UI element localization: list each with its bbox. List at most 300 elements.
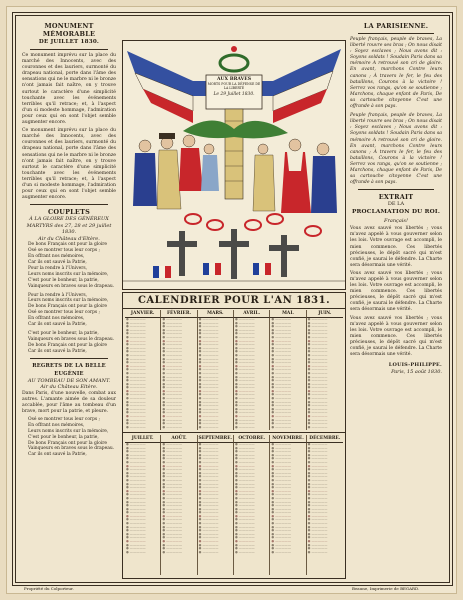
calendar-day-line: ● ————— [307,474,328,479]
calendar-day-line: ● ————— [162,474,183,479]
calendar-day-line: ● ————— [307,327,328,332]
column [225,109,243,199]
calendar-day-line: ● ————— [198,349,219,354]
calendar-day-line: ● ————— [162,510,183,515]
calendar-day-line: ● ————— [162,495,183,500]
calendar-day-line: ● ————— [162,345,183,350]
calendar-day-line: ● ————— [234,320,255,325]
calendar-day-line: ● ————— [307,542,328,547]
verse-line: Osé se montrer tous leur corps ; [28,416,101,422]
calendar-day-line: ● ————— [198,324,219,329]
calendar-day-line: ● ————— [234,492,255,497]
calendar-day-line: ● ————— [198,488,219,493]
calendar-day-line: ● ————— [126,410,146,415]
divider [30,49,108,50]
monument-text-repeat: Ce monument imprévu sur la place du marché des Innocents, avec des couronnes et des lauriers, surmonté du drapeau national, porte dans l'âme des sensations qui ne le marbre ni le bronze n'ont jamais fait naître, on y trouve surtout le caractère d'une simplicité touchante avec les événements terribles qu'il retrace; et, à l'aspect d'un si modeste hommage, l'admiration pour ceux qui en sont l'objet semble augmenter encore. [22,128,116,201]
calendar-day-line: ● ————— [126,452,146,457]
calendar-day-line: ● ————— [271,495,292,500]
calendar-day-line: ● ————— [126,331,146,336]
calendar-day-line: ● ————— [198,459,219,464]
verse-line: Leurs noms inscrits sur la mémoire, [28,298,109,304]
calendar-day-line: ● ————— [271,352,292,357]
regrets-title: REGRETS DE LA BELLE EUGÉNIE [32,362,106,377]
calendar-day-line: ● ————— [307,517,328,522]
calendar-day-line: ● ————— [307,449,328,454]
calendar-day-line: ● ————— [307,549,328,554]
calendar-day-line: ● ————— [307,463,328,468]
calendar-day-line: ● ————— [307,334,328,339]
calendar-day-line: ● ————— [162,399,183,404]
verse-line: En offrant nos mémoires, [28,254,85,260]
verse-line: C'est pour le bonheur, la patrie, [28,330,99,336]
calendar-day-line: ● ————— [234,495,255,500]
verse-line: C'est pour le bonheur, la patrie, [28,277,99,283]
calendar-day-line: ● ————— [162,403,183,408]
calendar-day-line: ● ————— [162,546,183,551]
calendar-day-line: ● ————— [307,349,328,354]
verse-line: Osé se montrer tous leur corps ; [28,310,101,316]
parisienne-title: LA PARISIENNE. [363,22,429,30]
calendar-day-line: ● ————— [162,414,183,419]
calendar-day-line: ● ————— [126,495,146,500]
calendar-day-line: ● ————— [162,363,183,368]
calendar-day-line: ● ————— [126,360,146,365]
calendar-day-line: ● ————— [198,396,219,401]
month-header: FÉVRIER. [161,310,197,318]
calendar-day-line: ● ————— [271,424,292,429]
calendar-day-line: ● ————— [162,342,183,347]
couplets-subtitle: À LA GLOIRE DES GÉNÉREUX MARTYRS des 27, 28 et 29 juillet 1830. [26,216,112,236]
calendar-day-line: ● ————— [126,510,146,515]
parisienne-text-cont: Peuple français, peuple de braves, La liberté rouvre ses bras ; On nous disait : Soyez esclaves ; Nous avons dit : Soyons soldats ! Soudain Paris dans sa mémoire A retrouvé son cri de gloire. En avant, marchons Contre leurs canons ; À travers le fer, le feu des bataillons, Courons à la victoire ! Serrez vos rangs, qu'on se soutienne ; Marchons, chaque enfant de Paris, De sa cartouche citoyenne C'est une offrande à son pays. [350,113,442,186]
calendar-day-line: ● ————— [162,370,183,375]
monument-text: Ce monument imprévu sur la place du marché des Innocents, avec des couronnes et des lauriers, surmonté du drapeau national, porte dans l'âme des sensations qui ne le marbre ni le bronze n'ont jamais fait naître, on y trouve surtout le caractère d'une simplicité touchante avec les événements terribles qu'il retrace; et, à l'aspect d'un si modeste hommage, l'admiration pour ceux qui en sont l'objet semble augmenter encore. [22,53,116,126]
calendar-day-line: ● ————— [234,385,255,390]
calendar-day-line: ● ————— [307,331,328,336]
calendar-day-line: ● ————— [234,370,255,375]
calendar-day-line: ● ————— [234,506,255,511]
calendar-day-line: ● ————— [162,506,183,511]
divider [30,358,108,359]
calendar-day-line: ● ————— [126,327,146,332]
calendar-day-line: ● ————— [126,352,146,357]
calendar-day-line: ● ————— [271,345,292,350]
calendar-day-line: ● ————— [198,477,219,482]
calendar-day-line: ● ————— [126,396,146,401]
calendar-day-line: ● ————— [198,342,219,347]
calendar-day-line: ● ————— [198,456,219,461]
calendar-day-line: ● ————— [126,370,146,375]
calendar-day-line: ● ————— [126,417,146,422]
calendar-day-line: ● ————— [271,324,292,329]
calendar-day-line: ● ————— [234,456,255,461]
month-header: NOVEMBRE. [270,435,306,443]
calendar-day-line: ● ————— [162,539,183,544]
calendar-day-line: ● ————— [271,445,292,450]
calendar-day-line: ● ————— [271,392,292,397]
verse-line: Pour la rendre à l'Univers, [28,265,87,271]
calendar-day-line: ● ————— [271,524,292,529]
calendar-day-line: ● ————— [198,424,219,429]
calendar-day-line: ● ————— [234,510,255,515]
calendar-day-line: ● ————— [198,385,219,390]
calendar-day-line: ● ————— [126,481,146,486]
calendar-day-line: ● ————— [271,452,292,457]
calendar-day-line: ● ————— [162,334,183,339]
calendar-day-line: ● ————— [198,417,219,422]
calendar-day-line: ● ————— [307,495,328,500]
calendar-day-line: ● ————— [307,467,328,472]
calendar-day-line: ● ————— [198,499,219,504]
footer-left: Propriété du Colporteur. [24,586,74,591]
wreaths [185,214,321,236]
calendar-day-line: ● ————— [234,406,255,411]
calendar-day-line: ● ————— [198,374,219,379]
calendar-day-line: ● ————— [271,374,292,379]
verse-line: Vainqueurs en braves sous le drapeau. [28,446,115,452]
verse-line: Car ils ont sauvé la Patrie, [28,259,87,265]
month-header: JUILLET. [125,435,161,443]
signature: LOUIS-PHILIPPE. [388,362,442,369]
calendar-day-line: ● ————— [126,449,146,454]
calendar-day-line: ● ————— [198,363,219,368]
calendar-day-line: ● ————— [162,481,183,486]
month-header: MARS. [198,310,234,318]
calendar-day-line: ● ————— [307,414,328,419]
calendar [122,292,346,579]
calendar-day-line: ● ————— [198,470,219,475]
calendar-day-line: ● ————— [162,549,183,554]
calendar-day-line: ● ————— [198,345,219,350]
calendar-day-line: ● ————— [126,324,146,329]
calendar-day-line: ● ————— [126,546,146,551]
calendar-day-line: ● ————— [162,456,183,461]
calendar-day-line: ● ————— [234,517,255,522]
calendar-day-line: ● ————— [162,535,183,540]
months-first-half [125,310,343,430]
verse-line: Pour la rendre à l'Univers, [28,292,87,298]
calendar-day-line: ● ————— [307,374,328,379]
calendar-day-line: ● ————— [126,320,146,325]
calendar-day-line: ● ————— [162,459,183,464]
calendar-day-line: ● ————— [198,492,219,497]
calendar-day-line: ● ————— [126,345,146,350]
calendar-day-line: ● ————— [307,539,328,544]
plaque-line-1: AUX BRAVES [216,77,252,82]
calendar-day-line: ● ————— [126,535,146,540]
monument-title: MONUMENT MÉMORABLE [42,22,96,38]
calendar-day-line: ● ————— [162,517,183,522]
calendar-day-line: ● ————— [126,456,146,461]
month-body [234,318,270,430]
calendar-day-line: ● ————— [162,513,183,518]
calendar-day-line: ● ————— [198,378,219,383]
calendar-day-line: ● ————— [234,477,255,482]
calendar-day-line: ● ————— [162,406,183,411]
calendar-day-line: ● ————— [198,542,219,547]
calendar-day-line: ● ————— [271,474,292,479]
calendar-day-line: ● ————— [198,352,219,357]
calendar-day-line: ● ————— [307,510,328,515]
calendar-day-line: ● ————— [126,318,146,321]
calendar-day-line: ● ————— [271,443,292,446]
calendar-day-line: ● ————— [198,392,219,397]
calendar-day-line: ● ————— [198,443,219,446]
calendar-day-line: ● ————— [271,370,292,375]
calendar-day-line: ● ————— [307,385,328,390]
calendar-day-line: ● ————— [162,338,183,343]
calendar-day-line: ● ————— [307,459,328,464]
calendar-day-line: ● ————— [234,338,255,343]
calendar-day-line: ● ————— [198,517,219,522]
calendar-day-line: ● ————— [271,320,292,325]
verse-line: Car ils ont sauvé la Patrie, [28,452,87,458]
calendar-day-line: ● ————— [307,521,328,526]
calendar-day-line: ● ————— [271,513,292,518]
proclamation-text-cont2: Vous avez sauvé vos libertés ; vous m'avez appelé à vous gouverner selon les lois. Votre ouvrage est accompli, le mien commence. Ces libertés précieuses, le dépôt sacré qui m'est confié, je saurai le défendre. La Charte sera désormais une vérité. [350,315,442,358]
calendar-day-line: ● ————— [234,381,255,386]
calendar-day-line: ● ————— [307,421,328,426]
plaque-date: Le 29 Juillet 1830. [213,92,255,97]
calendar-day-line: ● ————— [198,403,219,408]
calendar-day-line: ● ————— [162,385,183,390]
calendar-day-line: ● ————— [234,349,255,354]
calendar-day-line: ● ————— [234,445,255,450]
calendar-day-line: ● ————— [162,445,183,450]
calendar-day-line: ● ————— [126,381,146,386]
calendar-day-line: ● ————— [198,334,219,339]
month-header: JANVIER. [125,310,161,318]
month-body [161,318,197,430]
calendar-day-line: ● ————— [271,470,292,475]
calendar-day-line: ● ————— [126,414,146,419]
calendar-day-line: ● ————— [271,456,292,461]
calendar-day-line: ● ————— [162,524,183,529]
calendar-day-line: ● ————— [162,421,183,426]
calendar-day-line: ● ————— [234,499,255,504]
calendar-day-line: ● ————— [234,334,255,339]
calendar-day-line: ● ————— [271,367,292,372]
calendar-day-line: ● ————— [162,360,183,365]
calendar-day-line: ● ————— [126,467,146,472]
calendar-day-line: ● ————— [162,417,183,422]
calendar-day-line: ● ————— [234,352,255,357]
calendar-day-line: ● ————— [198,331,219,336]
calendar-day-line: ● ————— [271,417,292,422]
calendar-day-line: ● ————— [198,414,219,419]
calendar-day-line: ● ————— [234,345,255,350]
calendar-day-line: ● ————— [198,327,219,332]
calendar-day-line: ● ————— [307,452,328,457]
calendar-day-line: ● ————— [307,531,328,536]
calendar-day-line: ● ————— [198,421,219,426]
calendar-day-line: ● ————— [307,424,328,429]
calendar-day-line: ● ————— [234,452,255,457]
calendar-day-line: ● ————— [234,392,255,397]
calendar-day-line: ● ————— [234,528,255,533]
calendar-day-line: ● ————— [126,503,146,508]
months-second-half [125,435,343,575]
calendar-day-line: ● ————— [307,499,328,504]
proclamation-text-cont: Vous avez sauvé vos libertés ; vous m'avez appelé à vous gouverner selon les lois. Votre ouvrage est accompli, le mien commence. Ces libertés précieuses, le dépôt sacré qui m'est confié, je saurai le défendre. La Charte sera désormais une vérité. [350,270,442,313]
calendar-day-line: ● ————— [126,363,146,368]
calendar-day-line: ● ————— [271,388,292,393]
calendar-day-line: ● ————— [271,342,292,347]
calendar-day-line: ● ————— [198,320,219,325]
calendar-day-line: ● ————— [307,513,328,518]
calendar-day-line: ● ————— [307,320,328,325]
calendar-day-line: ● ————— [198,503,219,508]
calendar-day-line: ● ————— [271,318,292,321]
calendar-day-line: ● ————— [162,542,183,547]
calendar-day-line: ● ————— [307,392,328,397]
calendar-day-line: ● ————— [198,445,219,450]
calendar-day-line: ● ————— [234,470,255,475]
calendar-day-line: ● ————— [234,503,255,508]
divider [358,33,434,34]
laurel-wreath [220,55,248,71]
calendar-day-line: ● ————— [234,521,255,526]
calendar-day-line: ● ————— [198,474,219,479]
calendar-divider [123,432,345,433]
stanza-2 [22,293,116,328]
calendar-day-line: ● ————— [307,477,328,482]
calendar-day-line: ● ————— [162,503,183,508]
month-body [198,318,234,430]
calendar-day-line: ● ————— [126,374,146,379]
figures-right [253,139,337,213]
calendar-day-line: ● ————— [234,488,255,493]
monument-subtitle: DE JUILLET 1830. [38,39,100,45]
calendar-day-line: ● ————— [271,477,292,482]
signature-date: Paris, 15 août 1830. [391,369,442,376]
calendar-day-line: ● ————— [234,474,255,479]
verse-line: Leurs noms inscrits sur la mémoire, [28,428,109,434]
calendar-day-line: ● ————— [307,360,328,365]
calendar-day-line: ● ————— [198,467,219,472]
calendar-day-line: ● ————— [271,503,292,508]
calendar-day-line: ● ————— [198,399,219,404]
calendar-day-line: ● ————— [162,378,183,383]
calendar-day-line: ● ————— [234,324,255,329]
calendar-day-line: ● ————— [307,406,328,411]
calendar-day-line: ● ————— [162,470,183,475]
calendar-day-line: ● ————— [307,535,328,540]
calendar-day-line: ● ————— [271,485,292,490]
calendar-day-line: ● ————— [307,342,328,347]
calendar-day-line: ● ————— [198,506,219,511]
calendar-day-line: ● ————— [234,443,255,446]
calendar-day-line: ● ————— [234,539,255,544]
calendar-day-line: ● ————— [271,360,292,365]
calendar-day-line: ● ————— [234,417,255,422]
calendar-day-line: ● ————— [234,414,255,419]
calendar-day-line: ● ————— [307,388,328,393]
calendar-day-line: ● ————— [271,381,292,386]
calendar-day-line: ● ————— [162,467,183,472]
calendar-day-line: ● ————— [307,324,328,329]
calendar-day-line: ● ————— [271,549,292,554]
calendar-day-line: ● ————— [271,449,292,454]
month-header: AVRIL. [234,310,270,318]
calendar-day-line: ● ————— [126,424,146,429]
monument-illustration [122,40,346,290]
calendar-day-line: ● ————— [126,521,146,526]
calendar-day-line: ● ————— [198,549,219,554]
calendar-day-line: ● ————— [126,549,146,554]
calendar-day-line: ● ————— [271,531,292,536]
calendar-day-line: ● ————— [162,318,183,321]
calendar-day-line: ● ————— [271,421,292,426]
calendar-day-line: ● ————— [198,535,219,540]
calendar-day-line: ● ————— [162,327,183,332]
calendar-day-line: ● ————— [271,467,292,472]
ribbon-knot [231,46,237,52]
verse-line: Leurs noms inscrits sur la mémoire, [28,271,109,277]
calendar-day-line: ● ————— [271,521,292,526]
calendar-day-line: ● ————— [198,463,219,468]
verse-line: De bons Français ont pour la gloire [28,304,107,310]
calendar-day-line: ● ————— [162,367,183,372]
calendar-day-line: ● ————— [271,378,292,383]
month-body [270,443,306,575]
month-body [198,443,234,575]
calendar-day-line: ● ————— [307,367,328,372]
calendar-day-line: ● ————— [307,338,328,343]
proclamation-text: Vous avez sauvé vos libertés ; vous m'avez appelé à vous gouverner selon les lois. Votre ouvrage est accompli, le mien commence. Ces libertés précieuses, le dépôt sacré qui m'est confié, je saurai le défendre. La Charte sera désormais une vérité. [350,226,442,268]
calendar-day-line: ● ————— [234,396,255,401]
calendar-day-line: ● ————— [234,410,255,415]
calendar-day-line: ● ————— [234,424,255,429]
calendar-day-line: ● ————— [162,443,183,446]
calendar-day-line: ● ————— [234,378,255,383]
verse-line: De bons Français ont pour la gloire [28,342,107,348]
calendar-day-line: ● ————— [307,492,328,497]
calendar-day-line: ● ————— [234,421,255,426]
calendar-day-line: ● ————— [307,445,328,450]
calendar-day-line: ● ————— [234,327,255,332]
calendar-day-line: ● ————— [126,531,146,536]
calendar-day-line: ● ————— [234,388,255,393]
verse-line: En offrant nos mémoires, [28,316,85,322]
calendar-day-line: ● ————— [198,452,219,457]
regrets-text: Dans Paris, d'une nouvelle, combat aux autres. L'amante aimée de sa douleur accablée, pour l'âme au tombeau d'un brave, mort pour la patrie, et pleure. [22,390,116,414]
parisienne-text: Peuple français, peuple de braves, La liberté rouvre ses bras ; On nous disait : Soyez esclaves ; Nous avons dit : Soyons soldats ! Soudain Paris dans sa mémoire A retrouvé son cri de gloire. En avant, marchons Contre leurs canons ; À travers le fer, le feu des bataillons, Courons à la victoire ! Serrez vos rangs, qu'on se soutienne ; Marchons, chaque enfant de Paris, De sa cartouche citoyenne C'est une offrande à son pays. [350,37,442,110]
calendar-day-line: ● ————— [198,513,219,518]
calendar-day-line: ● ————— [162,331,183,336]
calendar-day-line: ● ————— [271,334,292,339]
calendar-day-line: ● ————— [271,459,292,464]
calendar-day-line: ● ————— [271,363,292,368]
calendar-day-line: ● ————— [234,360,255,365]
verse-line: De bons Français ont pour la gloire [28,242,107,248]
calendar-day-line: ● ————— [307,528,328,533]
calendar-day-line: ● ————— [271,356,292,361]
calendar-day-line: ● ————— [271,488,292,493]
calendar-day-line: ● ————— [234,524,255,529]
calendar-day-line: ● ————— [234,356,255,361]
calendar-day-line: ● ————— [234,342,255,347]
grave-crosses [167,229,299,279]
calendar-day-line: ● ————— [271,481,292,486]
calendar-day-line: ● ————— [307,318,328,321]
calendar-day-line: ● ————— [162,521,183,526]
extrait-title: EXTRAIT [378,193,414,202]
calendar-day-line: ● ————— [198,510,219,515]
calendar-day-line: ● ————— [234,513,255,518]
verse-line: Car ils ont sauvé la Patrie, [28,322,87,328]
month-body [307,318,343,430]
